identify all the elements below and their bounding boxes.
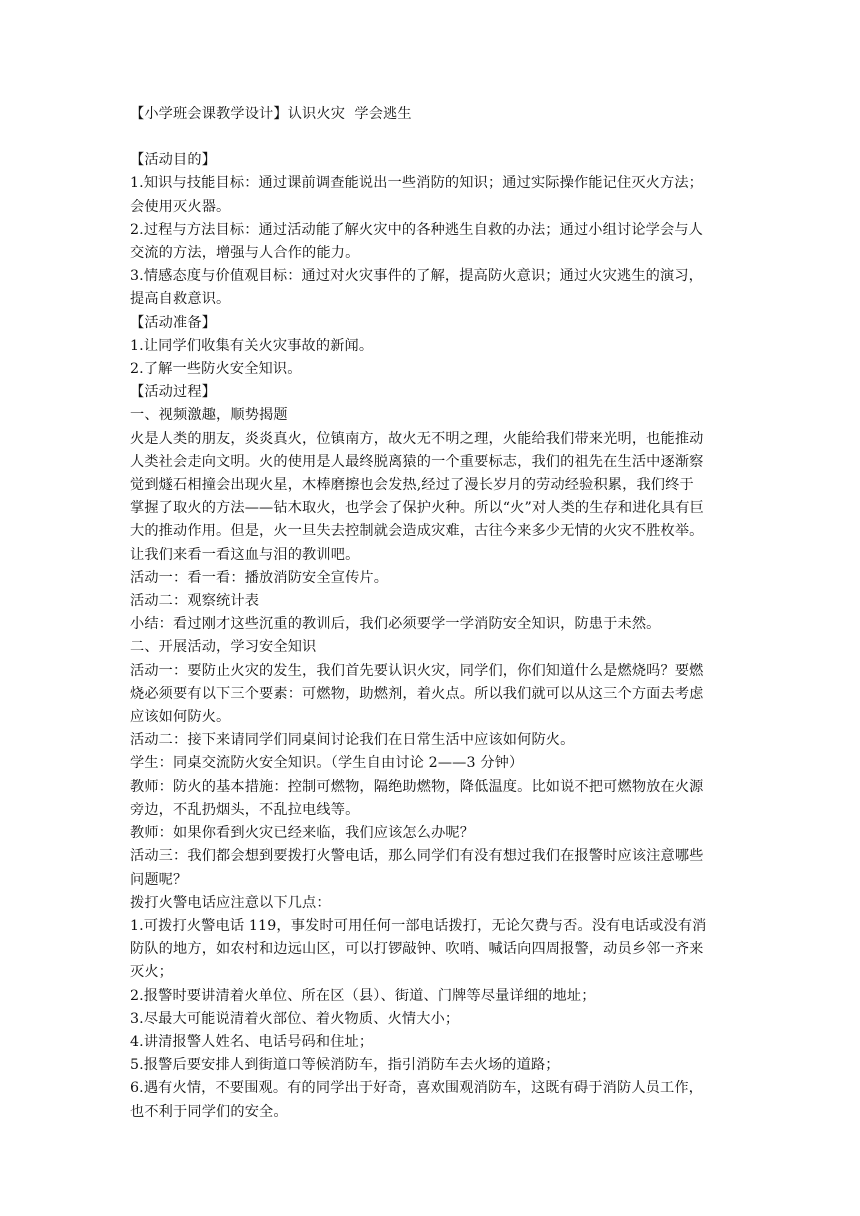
- text-line: 4.讲清报警人姓名、电话号码和住址；: [130, 1033, 374, 1050]
- text-line: 2.报警时要讲清着火单位、所在区（县）、街道、门牌等尽量详细的地址；: [130, 987, 596, 1004]
- text-line: 活动二：观察统计表: [130, 593, 260, 610]
- text-line: 人类社会走向文明。火的使用是人最终脱离猿的一个重要标志，我们的祖先在生活中逐渐察: [130, 453, 704, 470]
- text-line: 火是人类的朋友，炎炎真火，位镇南方，故火无不明之理，火能给我们带来光明，也能推动: [130, 430, 704, 447]
- text-line: 防队的地方，如农村和边远山区，可以打锣敲钟、吹哨、喊话向四周报警，动员乡邻一齐来: [130, 941, 704, 958]
- document-page: [130, 103, 734, 1124]
- text-line: 2.过程与方法目标：通过活动能了解火灾中的各种逃生自救的办法；通过小组讨论学会与人: [130, 221, 704, 238]
- text-line: 灭火；: [130, 964, 174, 981]
- text-line: 活动二：接下来请同学们同桌间讨论我们在日常生活中应该如何防火。: [130, 732, 575, 749]
- text-line: 1.让同学们收集有关火灾事故的新闻。: [130, 337, 374, 354]
- text-line: 一、视频激趣，顺势揭题: [130, 407, 288, 424]
- text-line: 2.了解一些防火安全知识。: [130, 361, 302, 378]
- text-line: 觉到燧石相撞会出现火星，木棒磨擦也会发热,经过了漫长岁月的劳动经验积累，我们终于: [130, 477, 694, 494]
- text-line: 二、开展活动，学习安全知识: [130, 639, 317, 656]
- text-line: 教师：防火的基本措施：控制可燃物，隔绝助燃物，降低温度。比如说不把可燃物放在火源: [130, 778, 704, 795]
- text-line: 活动一：看一看：播放消防安全宣传片。: [130, 569, 389, 586]
- text-line: 1.知识与技能目标：通过课前调查能说出一些消防的知识；通过实际操作能记住灭火方法；: [130, 175, 704, 192]
- text-line: 6.遇有火情，不要围观。有的同学出于好奇，喜欢围观消防车，这既有碍于消防人员工作，: [130, 1080, 704, 1097]
- text-line: 活动一：要防止火灾的发生，我们首先要认识火灾，同学们，你们知道什么是燃烧吗？要燃: [130, 662, 704, 679]
- text-line: 3.情感态度与价值观目标：通过对火灾事件的了解，提高防火意识；通过火灾逃生的演习，: [130, 268, 704, 285]
- text-line: 小结：看过刚才这些沉重的教训后，我们必须要学一学消防安全知识，防患于未然。: [130, 616, 661, 633]
- text-line: 教师：如果你看到火灾已经来临，我们应该怎么办呢？: [130, 825, 475, 842]
- text-line: 让我们来看一看这血与泪的教训吧。: [130, 546, 360, 563]
- text-line: 旁边，不乱扔烟头，不乱拉电线等。: [130, 801, 360, 818]
- text-line: 交流的方法，增强与人合作的能力。: [130, 245, 360, 262]
- text-line: 会使用灭火器。: [130, 198, 231, 215]
- text-line: 烧必须要有以下三个要素：可燃物，助燃剂，着火点。所以我们就可以从这三个方面去考虑: [130, 685, 704, 702]
- text-line: 【活动准备】: [130, 314, 217, 331]
- text-line: 【活动过程】: [130, 384, 217, 401]
- text-line: 应该如何防火。: [130, 709, 231, 726]
- text-line: 拨打火警电话应注意以下几点：: [130, 894, 331, 911]
- text-line: 问题呢？: [130, 871, 188, 888]
- text-line: 也不利于同学们的安全。: [130, 1103, 288, 1120]
- text-line: 大的推动作用。但是，火一旦失去控制就会造成灾难，古往今来多少无情的火灾不胜枚举。: [130, 523, 704, 540]
- text-line: 活动三：我们都会想到要拨打火警电话，那么同学们有没有想过我们在报警时应该注意哪些: [130, 848, 704, 865]
- document-title: 【小学班会课教学设计】认识火灾 学会逃生: [130, 106, 412, 122]
- text-line: 5.报警后要安排人到街道口等候消防车，指引消防车去火场的道路；: [130, 1057, 560, 1074]
- text-line: 【活动目的】: [130, 152, 217, 169]
- text-line: 1.可拨打火警电话 119，事发时可用任何一部电话拨打，无论欠费与否。没有电话或没有消: [130, 917, 707, 934]
- document-body: [130, 149, 734, 1124]
- text-line: 学生：同桌交流防火安全知识。（学生自由讨论 2——3 分钟）: [130, 755, 524, 772]
- text-line: 提高自救意识。: [130, 291, 231, 308]
- text-line: 掌握了取火的方法——钻木取火，也学会了保护火种。所以“火”对人类的生存和进化具有巨: [130, 500, 704, 517]
- text-line: 3.尽最大可能说清着火部位、着火物质、火情大小；: [130, 1010, 460, 1027]
- blank-line: [130, 126, 734, 149]
